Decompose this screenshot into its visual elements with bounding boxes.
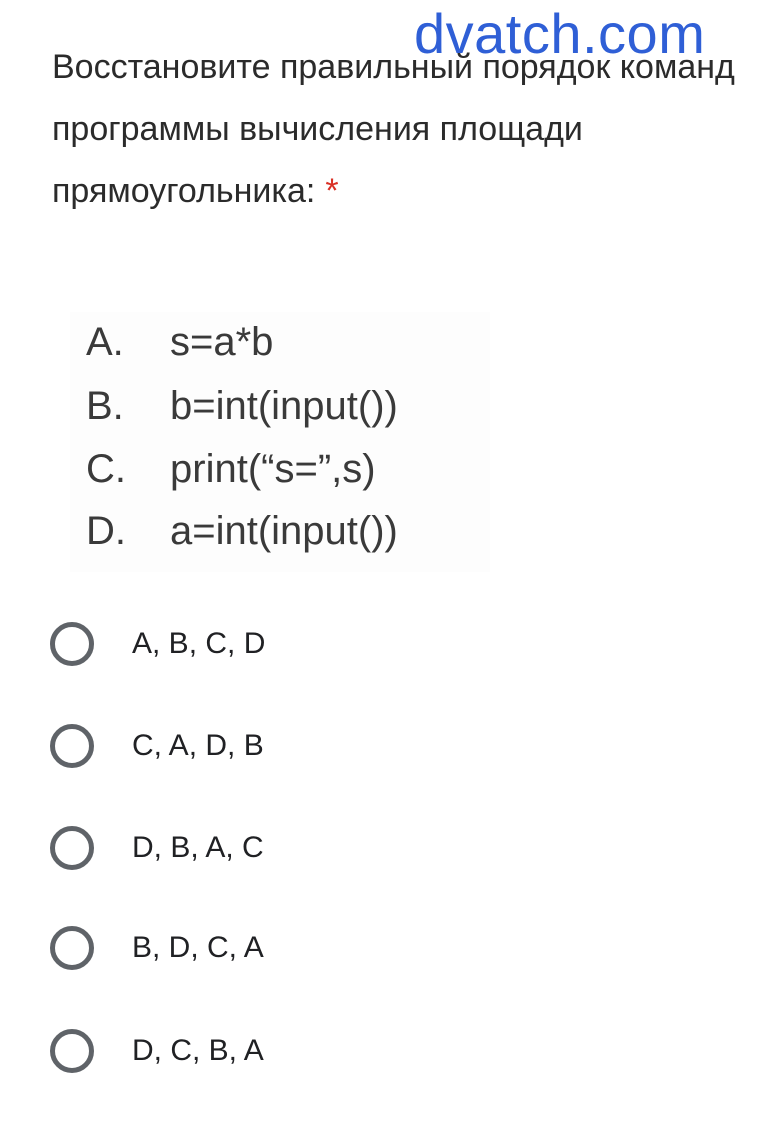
code-line-a (86, 312, 273, 372)
answer-option-label: C, A, D, B (132, 729, 264, 762)
radio-button[interactable] (50, 926, 94, 970)
code-line-statement: a=int(input()) (170, 509, 398, 553)
radio-button[interactable] (50, 826, 94, 870)
code-line-letter: B. (86, 384, 124, 428)
radio-button[interactable] (50, 1029, 94, 1073)
code-line-statement: print(“s=”,s) (170, 447, 376, 491)
code-line-statement: b=int(input()) (170, 384, 398, 428)
answer-option-2[interactable] (50, 720, 550, 772)
code-line-c (86, 439, 376, 499)
radio-button[interactable] (50, 622, 94, 666)
watermark: dvatch.com (414, 2, 706, 65)
required-marker: * (325, 172, 339, 210)
code-line-b (86, 376, 398, 436)
code-line-statement: s=a*b (170, 320, 274, 364)
answer-option-label: A, B, C, D (132, 627, 266, 660)
code-line-letter: C. (86, 447, 126, 491)
code-line-d (86, 501, 398, 561)
answer-option-1[interactable] (50, 618, 550, 670)
answer-option-label: B, D, C, A (132, 931, 264, 964)
answer-option-5[interactable] (50, 1025, 550, 1077)
answer-option-4[interactable] (50, 922, 550, 974)
answer-option-label: D, B, A, C (132, 831, 264, 864)
question-text: Восстановите правильный порядок команд программы вычисления площади прямоугольника: (52, 48, 735, 210)
code-line-letter: A. (86, 320, 124, 364)
radio-button[interactable] (50, 724, 94, 768)
answer-option-3[interactable] (50, 822, 550, 874)
code-listing-image (70, 312, 490, 572)
code-line-letter: D. (86, 509, 126, 553)
answer-option-label: D, C, B, A (132, 1034, 264, 1067)
